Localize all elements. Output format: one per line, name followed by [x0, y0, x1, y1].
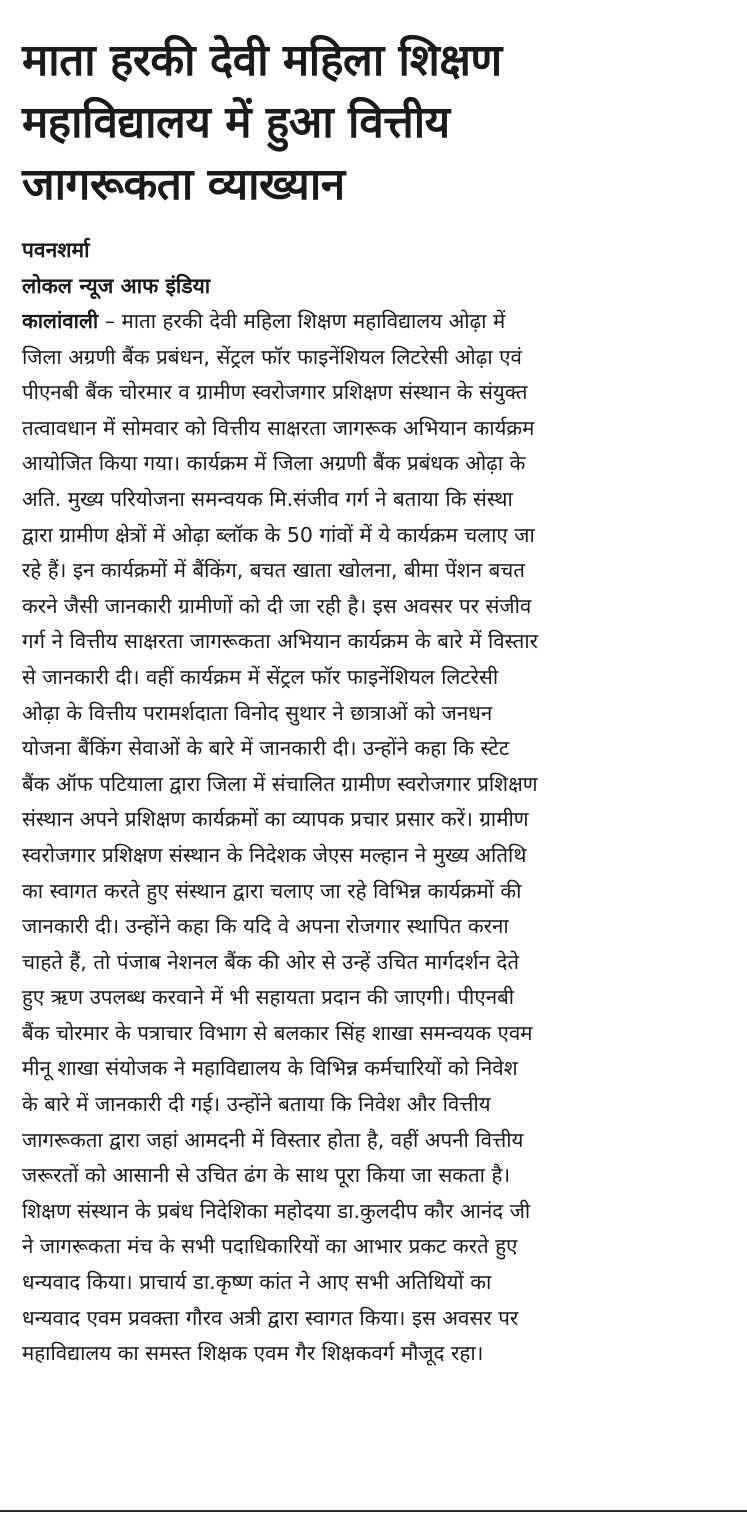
headline-line: माता हरकी देवी महिला शिक्षण: [22, 35, 502, 86]
headline-line: जागरूकता व्याख्यान: [22, 159, 345, 210]
body-line: स्वरोजगार प्रशिक्षण संस्थान के निदेशक जेएस मल्हान ने मुख्य अतिथि: [22, 842, 527, 867]
body-line: धन्यवाद एवम प्रवक्ता गौरव अत्री द्वारा स्वागत किया। इस अवसर पर: [22, 1305, 519, 1330]
body-line: आयोजित किया गया। कार्यक्रम में जिला अग्रणी बैंक प्रबंधक ओढ़ा के: [22, 451, 526, 476]
article-body: [22, 304, 738, 1372]
news-article: [22, 30, 738, 1372]
body-line: बैंक चोरमार के पत्राचार विभाग से बलकार सिंह शाखा समन्वयक एवम: [22, 1020, 533, 1045]
body-line: महाविद्यालय का समस्त शिक्षक एवम गैर शिक्षकवर्ग मौजूद रहा।: [22, 1341, 484, 1366]
body-line: संस्थान अपने प्रशिक्षण कार्यक्रमों का व्यापक प्रचार प्रसार करें। ग्रामीण: [22, 807, 529, 832]
body-line: द्वारा ग्रामीण क्षेत्रों में ओढ़ा ब्लॉक के 50 गांवों में ये कार्यक्रम चलाए जा: [22, 522, 535, 547]
body-line: [22, 304, 738, 340]
body-line: जिला अग्रणी बैंक प्रबंधन, सेंट्रल फॉर फाइनेंशियल लिटरेसी ओढ़ा एवं: [22, 344, 522, 369]
dateline: कालांवाली: [22, 309, 99, 333]
publication-name: लोकल न्यूज आफ इंडिया: [22, 274, 211, 298]
body-line-text: – माता हरकी देवी महिला शिक्षण महाविद्यालय ओढ़ा में: [98, 309, 506, 333]
body-line: तत्वावधान में सोमवार को वित्तीय साक्षरता जागरूक अभियान कार्यक्रम: [22, 415, 535, 440]
body-line: धन्यवाद किया। प्राचार्य डा.कृष्ण कांत ने आए सभी अतिथियों का: [22, 1270, 492, 1295]
body-line: करने जैसी जानकारी ग्रामीणों को दी जा रही है। इस अवसर पर संजीव: [22, 593, 532, 618]
body-line: बैंक ऑफ पटियाला द्वारा जिला में संचालित ग्रामीण स्वरोजगार प्रशिक्षण: [22, 771, 538, 796]
body-line: जरूरतों को आसानी से उचित ढंग के साथ पूरा किया जा सकता है।: [22, 1163, 511, 1188]
body-line: ओढ़ा के वित्तीय परामर्शदाता विनोद सुथार ने छात्राओं को जनधन: [22, 700, 493, 725]
body-line: के बारे में जानकारी दी गई। उन्होंने बताया कि निवेश और वित्तीय: [22, 1092, 491, 1117]
body-line: मीनू शाखा संयोजक ने महाविद्यालय के विभिन्न कर्मचारियों को निवेश: [22, 1056, 518, 1081]
body-line: का स्वागत करते हुए संस्थान द्वारा चलाए जा रहे विभिन्न कार्यक्रमों की: [22, 878, 522, 903]
bottom-divider: [0, 1510, 747, 1512]
body-line: गर्ग ने वित्तीय साक्षरता जागरूकता अभियान कार्यक्रम के बारे में विस्तार: [22, 629, 539, 654]
body-line: रहे हैं। इन कार्यक्रमों में बैंकिंग, बचत खाता खोलना, बीमा पेंशन बचत: [22, 558, 525, 583]
body-line: ने जागरूकता मंच के सभी पदाधिकारियों का आभार प्रकट करते हुए: [22, 1234, 518, 1259]
headline-line: महाविद्यालय में हुआ वित्तीय: [22, 97, 450, 148]
body-line: हुए ऋण उपलब्ध करवाने में भी सहायता प्रदान की जाएगी। पीएनबी: [22, 985, 515, 1010]
author-name: पवनशर्मा: [22, 238, 90, 262]
body-line: से जानकारी दी। वहीं कार्यक्रम में सेंट्रल फॉर फाइनेंशियल लिटरेसी: [22, 664, 499, 689]
body-line: जानकारी दी। उन्होंने कहा कि यदि वे अपना रोजगार स्थापित करना: [22, 914, 509, 939]
headline: [22, 30, 738, 216]
body-line: योजना बैंकिंग सेवाओं के बारे में जानकारी दी। उन्होंने कहा कि स्टेट: [22, 736, 510, 761]
body-line: अति. मुख्य परियोजना समन्वयक मि.संजीव गर्ग ने बताया कि संस्था: [22, 486, 513, 511]
byline: [22, 232, 738, 304]
body-line: पीएनबी बैंक चोरमार व ग्रामीण स्वरोजगार प्रशिक्षण संस्थान के संयुक्त: [22, 380, 528, 405]
body-line: शिक्षण संस्थान के प्रबंध निदेशिका महोदया डा.कुलदीप कौर आनंद जी: [22, 1198, 531, 1223]
body-line: जागरूकता द्वारा जहां आमदनी में विस्तार होता है, वहीं अपनी वित्तीय: [22, 1127, 524, 1152]
body-line: चाहते हैं, तो पंजाब नेशनल बैंक की ओर से उन्हें उचित मार्गदर्शन देते: [22, 949, 520, 974]
